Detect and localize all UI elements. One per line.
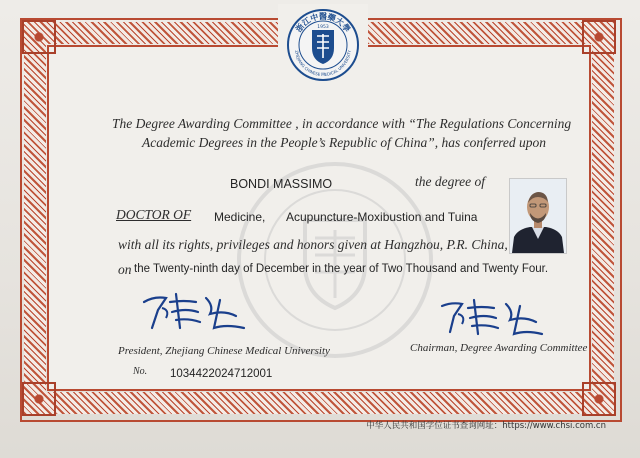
recipient-photo (509, 178, 567, 254)
award-date: the Twenty-ninth day of December in the year of Two Thousand and Twenty Four. (134, 263, 549, 275)
doctor-of-label: DOCTOR OF (116, 207, 192, 222)
verification-url: 中华人民共和国学位证书查询网址：https://www.chsi.com.cn (366, 421, 606, 431)
chairman-signature (438, 296, 548, 340)
rights-line: with all its rights, privileges and honors given at Hangzhou, P.R. China, (118, 237, 508, 252)
degree-field-medicine: Medicine, (214, 210, 266, 224)
corner-ornament-top-left (22, 20, 56, 54)
svg-text:1953: 1953 (317, 25, 329, 30)
president-title: President, Zhejiang Chinese Medical University (118, 345, 330, 357)
certificate-number-label: No. (133, 366, 148, 377)
on-label: on (118, 262, 132, 277)
svg-text:浙江中醫藥大學: 浙江中醫藥大學 (294, 12, 352, 34)
chairman-title: Chairman, Degree Awarding Committee (410, 342, 588, 354)
preamble-line-2: Academic Degrees in the People’s Republic of China”, has conferred upon (142, 135, 547, 150)
certificate-number: 1034422024712001 (170, 368, 273, 380)
corner-ornament-bottom-right (582, 382, 616, 416)
degree-field-specialty: Acupuncture-Moxibustion and Tuina (286, 210, 478, 224)
corner-ornament-bottom-left (22, 382, 56, 416)
svg-text:ZHEJIANG CHINESE MEDICAL UNIVE: ZHEJIANG CHINESE MEDICAL UNIVERSITY (294, 49, 352, 78)
degree-of-label: the degree of (415, 174, 485, 189)
corner-ornament-top-right (582, 20, 616, 54)
recipient-name: BONDI MASSIMO (230, 177, 333, 191)
president-signature (140, 288, 250, 334)
preamble-line-1: The Degree Awarding Committee , in accordance with “The Regulations Concerning (112, 116, 572, 131)
university-emblem (286, 8, 360, 82)
